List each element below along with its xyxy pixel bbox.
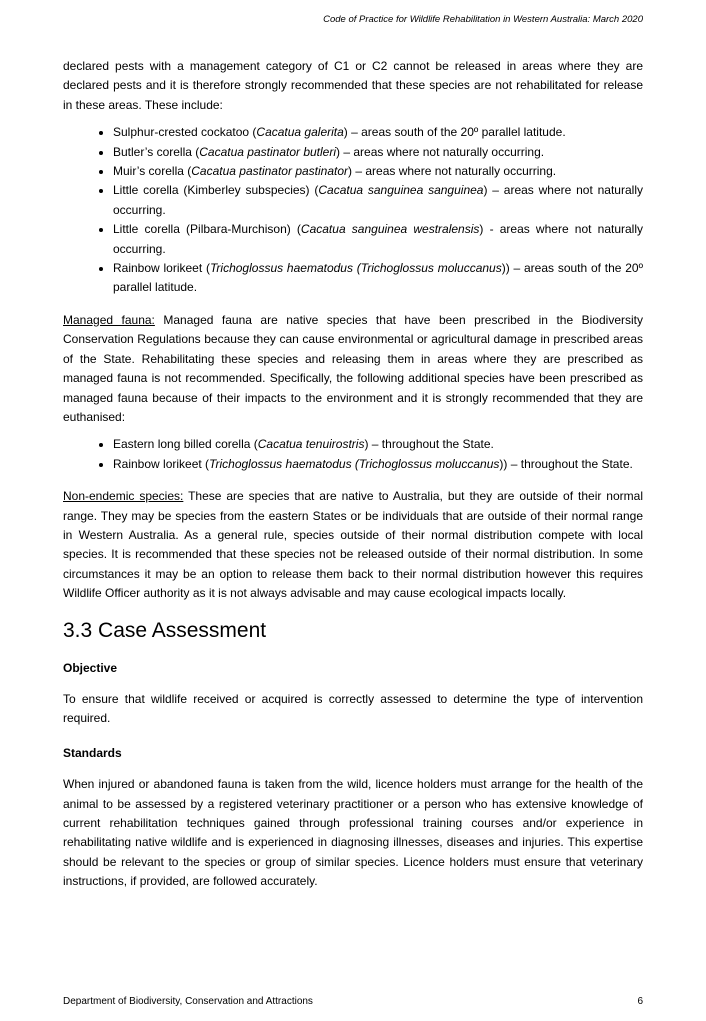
running-header-title: Code of Practice for Wildlife Rehabilitation in Western Australia: March 2020 [323, 14, 643, 25]
footer-department: Department of Biodiversity, Conservation and Attractions [63, 996, 313, 1007]
list-item: • Eastern long billed corella (Cacatua tenuirostris) – throughout the State. [113, 435, 643, 454]
section-heading: 3.3 Case Assessment [63, 618, 267, 642]
list-item: • Little corella (Pilbara-Murchison) (Cacatua sanguinea westralensis) - areas where not naturally occurring. [113, 220, 643, 259]
standards-paragraph: When injured or abandoned fauna is taken from the wild, licence holders must arrange for the health of the animal to be assessed by a registered veterinary practitioner or a person who has extensive knowledge of current rehabilitation techniques gained through professional training courses and/or experience in rehabilitating native wildlife and is experienced in diagnosing illnesses, diseases and injuries. This expertise should be relevant to the species or group of similar species. Licence holders must ensure that veterinary instructions, if provided, are followed accurately. [63, 777, 643, 889]
list-item: • Little corella (Kimberley subspecies) (Cacatua sanguinea sanguinea) – areas where not naturally occurring. [113, 181, 643, 220]
managed-fauna-paragraph: Managed fauna: Managed fauna are native species that have been prescribed in the Biodiversity Conservation Regulations because they can cause environmental or agricultural damage in prescribed areas of the State. Rehabilitating these species and releasing them in areas where they are prescribed as managed fauna is not recommended. Specifically, the following additional species have been prescribed as managed fauna because of their impacts to the environment and it is strongly recommended that they are euthanised: [63, 312, 643, 424]
objective-heading: Objective [63, 660, 118, 675]
release-exclusion-list [63, 123, 643, 298]
page-footer [63, 996, 643, 1007]
intro-paragraph: declared pests with a management category of C1 or C2 cannot be released in areas where they are declared pests and it is therefore strongly recommended that these species are not rehabilitated for release in these areas. These include: [63, 59, 643, 112]
list-item: • Rainbow lorikeet (Trichoglossus haematodus (Trichoglossus moluccanus)) – areas south of the 20º parallel latitude. [113, 259, 643, 298]
page-content [63, 57, 643, 900]
objective-paragraph: To ensure that wildlife received or acquired is correctly assessed to determine the type of intervention required. [63, 691, 643, 726]
managed-fauna-list [63, 435, 643, 474]
list-item: • Rainbow lorikeet (Trichoglossus haematodus (Trichoglossus moluccanus)) – throughout the State. [113, 455, 643, 474]
list-item: • Muir’s corella (Cacatua pastinator pastinator) – areas where not naturally occurring. [113, 162, 643, 181]
list-item: • Sulphur-crested cockatoo (Cacatua galerita) – areas south of the 20º parallel latitude. [113, 123, 643, 142]
list-item: • Butler’s corella (Cacatua pastinator butleri) – areas where not naturally occurring. [113, 143, 643, 162]
non-endemic-paragraph: Non-endemic species: These are species that are native to Australia, but they are outside of their normal range. They may be species from the eastern States or be individuals that are outside of their normal range in Western Australia. As a general rule, species outside of their normal distribution compete with local species. It is recommended that these species not be released outside of their normal distribution. In some circumstances it may be an option to release them back to their normal distribution however this requires Wildlife Officer authority as it is not always advisable and may cause ecological impacts locally. [63, 489, 643, 601]
standards-heading: Standards [63, 745, 122, 760]
footer-page-number: 6 [637, 996, 643, 1007]
